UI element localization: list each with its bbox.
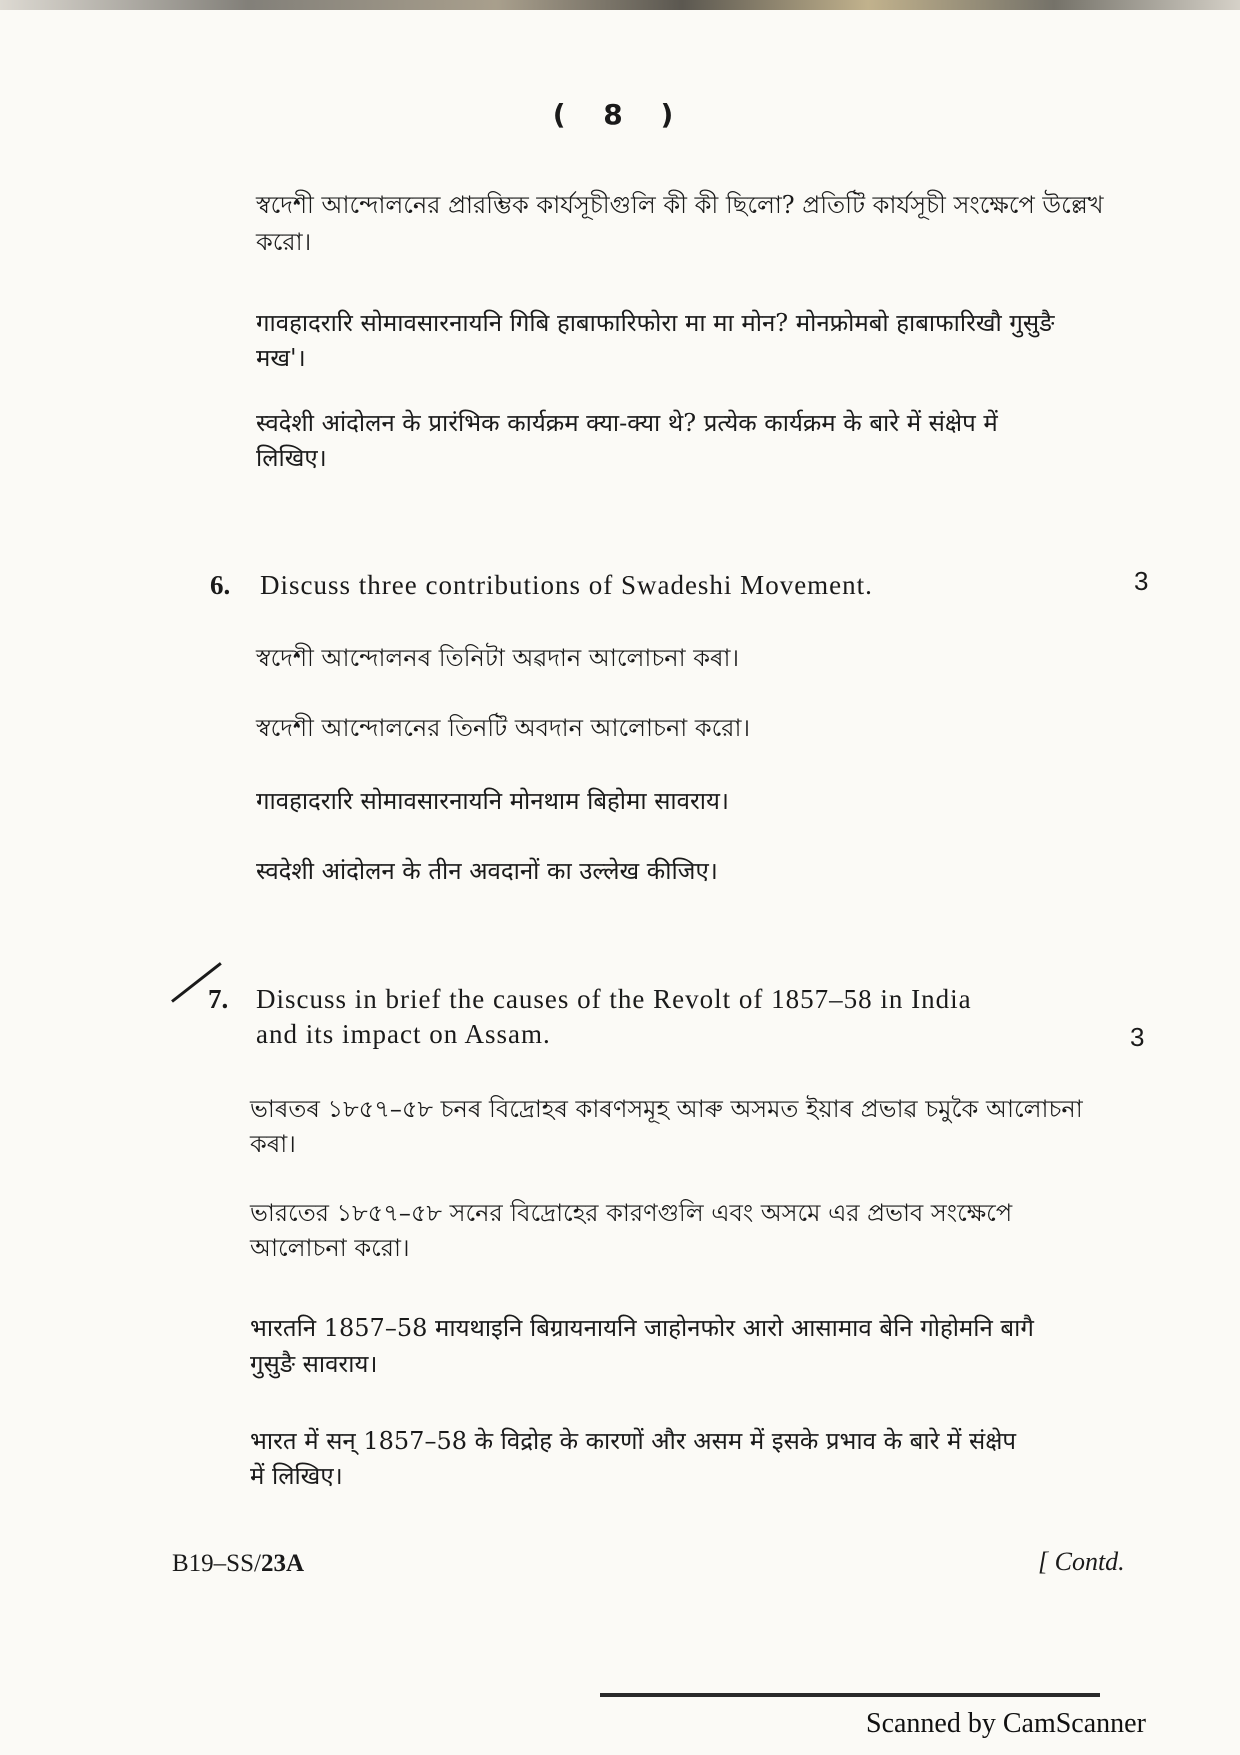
q5-bodo-line-2: मख'। — [256, 344, 306, 372]
scan-bottom-line — [600, 1693, 1100, 1697]
q6-hindi: स्वदेशी आंदोलन के तीन अवदानों का उल्लेख कीजिए। — [256, 857, 718, 885]
q6-english: Discuss three contributions of Swadeshi Movement. — [260, 570, 873, 600]
q5-bengali-line-2: করো। — [256, 228, 312, 256]
q6-number: 6. — [210, 570, 231, 600]
q7-bengali-line-2: আলোচনা করো। — [250, 1234, 410, 1262]
page-number: ( 8 ) — [552, 98, 688, 131]
q7-number: 7. — [208, 984, 229, 1014]
q7-marks: 3 — [1130, 1022, 1145, 1052]
q5-hindi-line-1: स्वदेशी आंदोलन के प्रारंभिक कार्यक्रम क्या-क्या थे? प्रत्येक कार्यक्रम के बारे में संक्षेप में — [256, 409, 998, 437]
q5-hindi-line-2: लिखिए। — [256, 444, 327, 472]
q7-assamese-line-2: কৰা। — [250, 1130, 296, 1158]
q6-bengali: স্বদেশী আন্দোলনের তিনটি অবদান আলোচনা করো। — [256, 714, 751, 742]
q7-english-line-2: and its impact on Assam. — [256, 1019, 551, 1049]
q5-bengali-line-1: স্বদেশী আন্দোলনের প্রারম্ভিক কার্যসূচীগুলি কী কী ছিলো? প্রতিটি কার্যসূচী সংক্ষেপে উল্লেখ — [256, 191, 1104, 219]
q6-marks: 3 — [1134, 566, 1149, 596]
continued-label: [ Contd. — [1038, 1547, 1125, 1576]
q7-hindi-line-1: भारत में सन् 1857–58 के विद्रोह के कारणों और असम में इसके प्रभाव के बारे में संक्षेप — [250, 1427, 1017, 1455]
scanner-watermark: Scanned by CamScanner — [866, 1708, 1146, 1739]
paper-code-suffix: 23A — [260, 1550, 304, 1577]
q7-english-line-1: Discuss in brief the causes of the Revolt of 1857–58 in India — [256, 984, 972, 1014]
q5-bodo-line-1: गावहादरारि सोमावसारनायनि गिबि हाबाफारिफोरा मा मा मोन? मोनफ्रोमबो हाबाफारिखौ गुसुङै — [256, 309, 1055, 337]
q7-bodo-line-2: गुसुङै सावराय। — [250, 1350, 378, 1378]
paper-code-prefix: B19–SS/ — [172, 1550, 261, 1577]
q7-bodo-line-1: भारतनि 1857–58 मायथाइनि बिग्रायनायनि जाहोनफोर आरो आसामाव बेनि गोहोमनि बागै — [250, 1314, 1034, 1342]
q6-assamese: স্বদেশী আন্দোলনৰ তিনিটা অৱদান আলোচনা কৰা। — [256, 644, 740, 672]
paper-code — [172, 1550, 304, 1578]
q7-assamese-line-1: ভাৰতৰ ১৮৫৭–৫৮ চনৰ বিদ্ৰোহৰ কাৰণসমূহ আৰু অসমত ইয়াৰ প্ৰভাৱ চমুকৈ আলোচনা — [250, 1095, 1083, 1123]
q6-bodo: गावहादरारि सोमावसारनायनि मोनथाम बिहोमा सावराय। — [256, 787, 730, 815]
q7-bengali-line-1: ভারতের ১৮৫৭–৫৮ সনের বিদ্রোহের কারণগুলি এবং অসমে এর প্রভাব সংক্ষেপে — [250, 1199, 1013, 1227]
scan-top-edge — [0, 0, 1240, 10]
q7-hindi-line-2: में लिखिए। — [250, 1462, 343, 1490]
